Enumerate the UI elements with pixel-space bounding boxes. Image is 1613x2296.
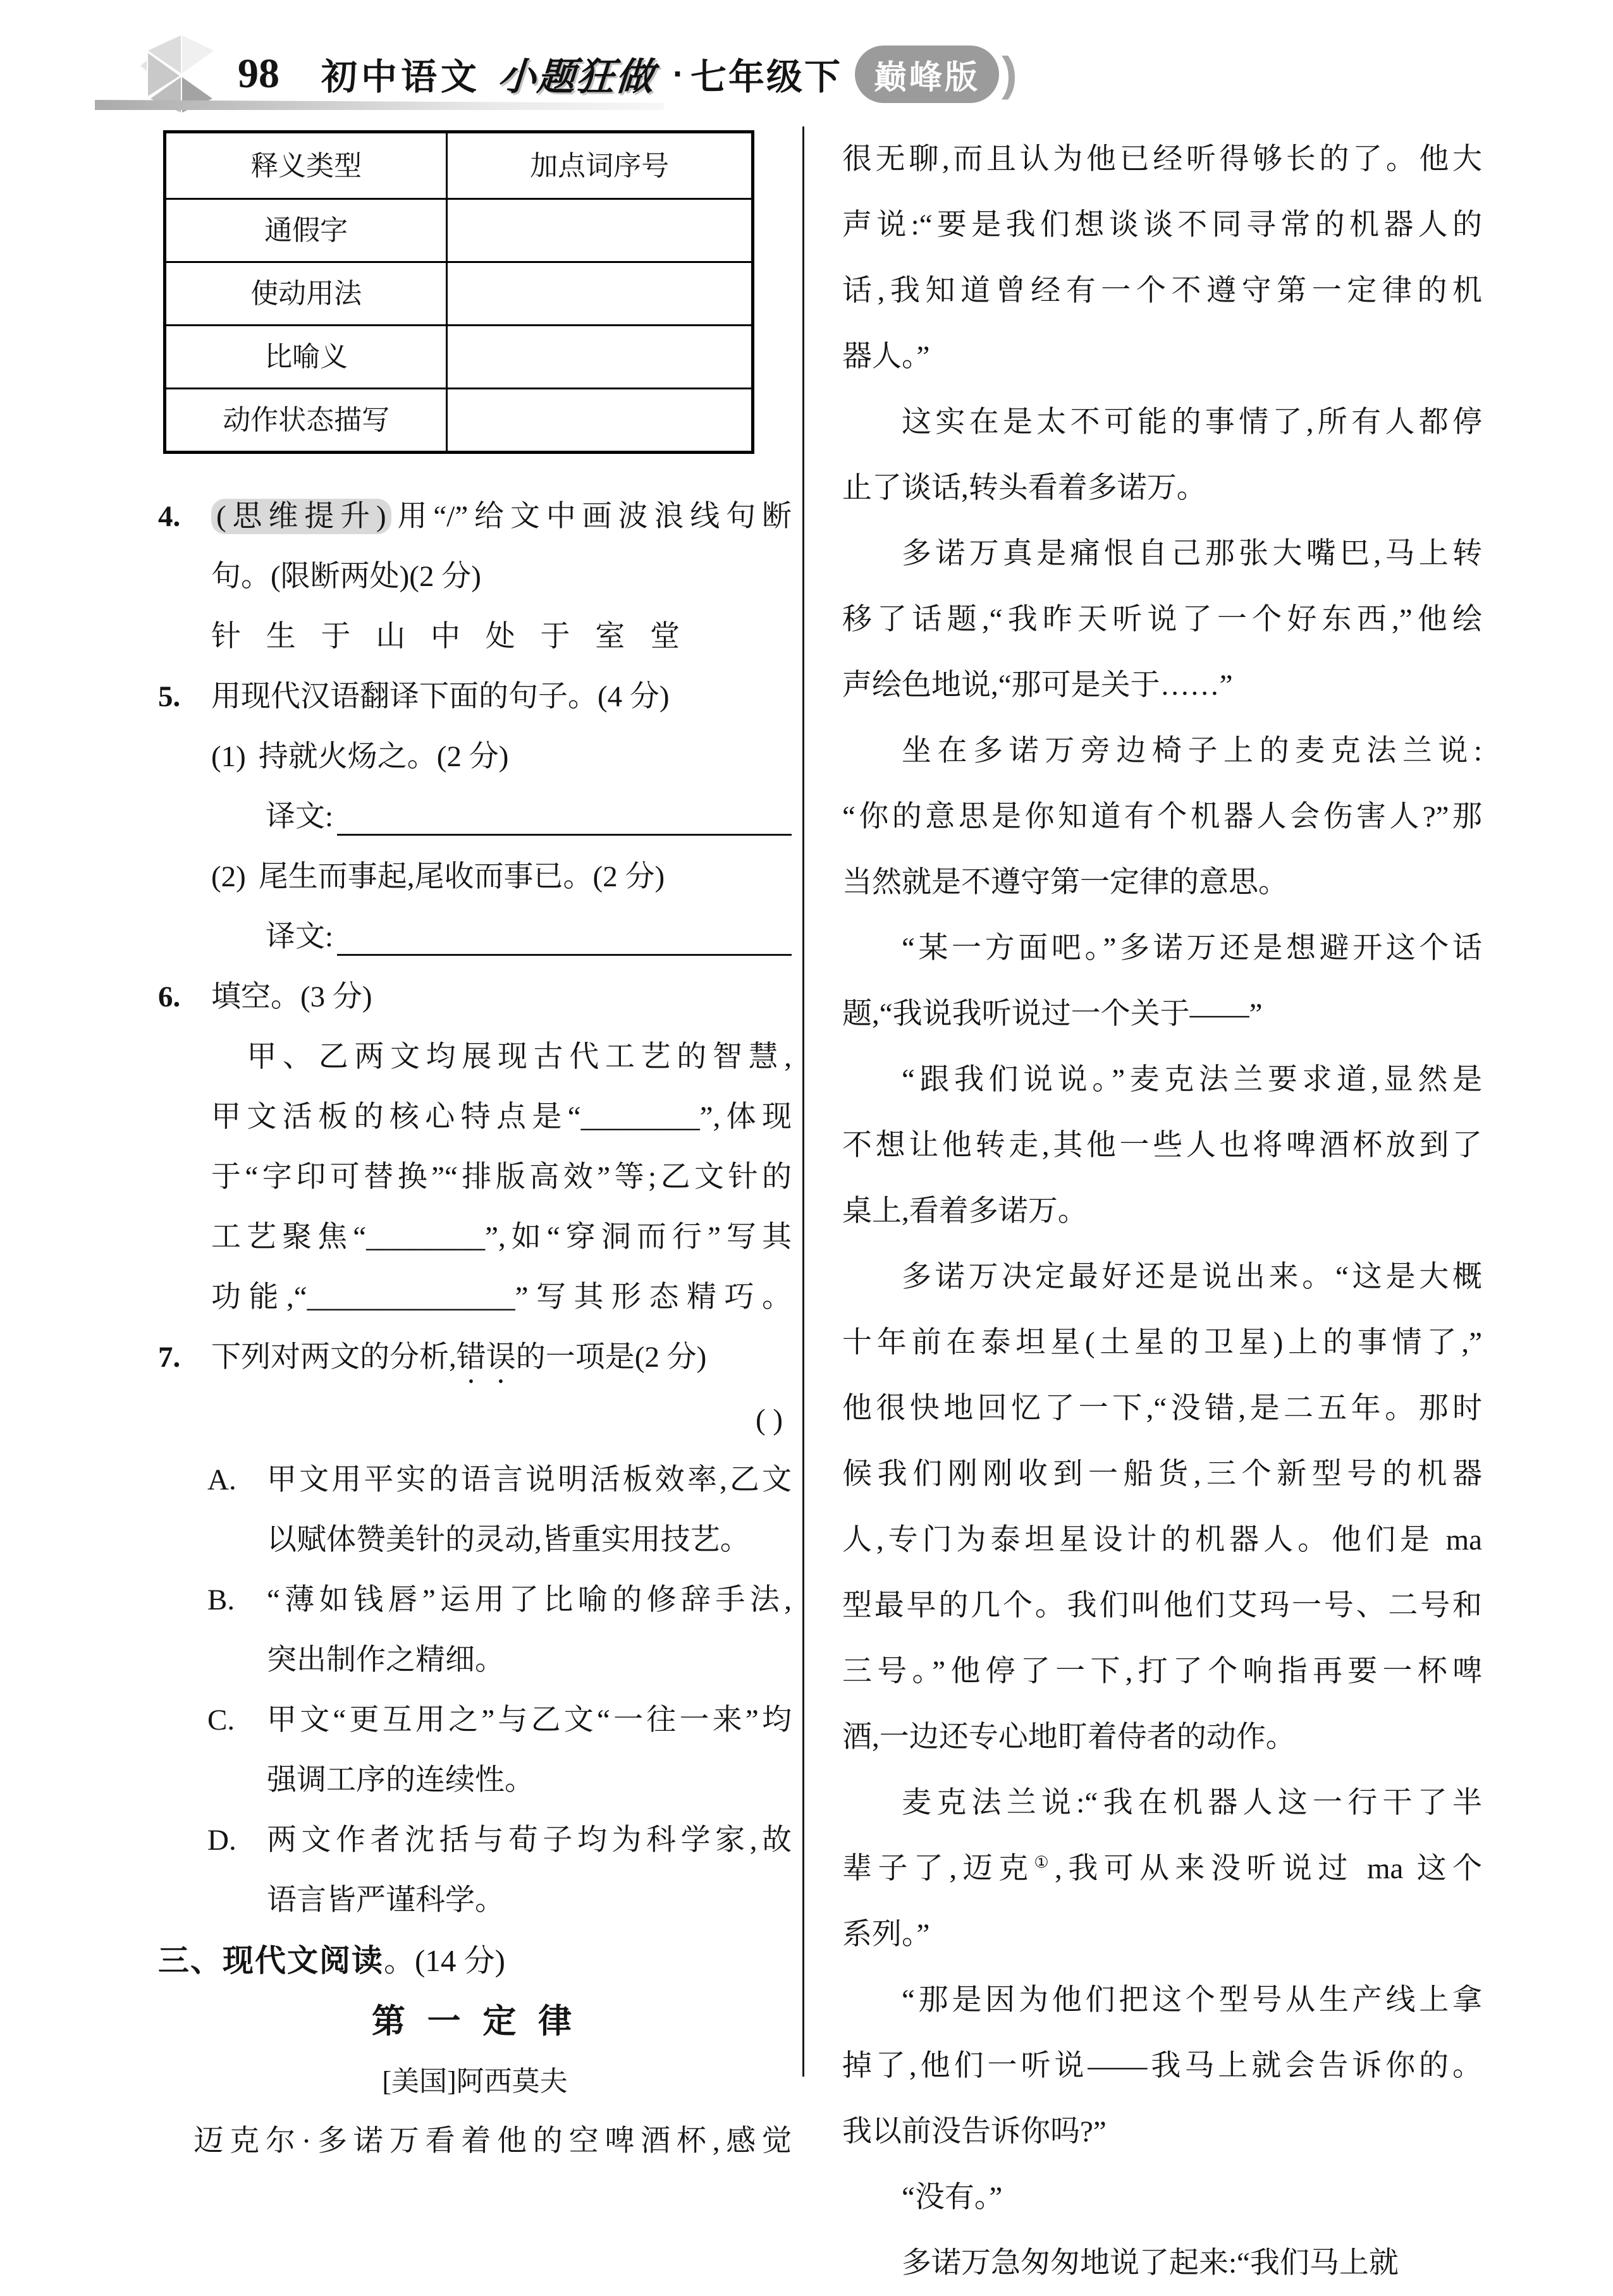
option-label: D. (207, 1824, 236, 1857)
q6-paragraph-line: 甲、乙两文均展现古代工艺的智慧, (247, 1041, 792, 1073)
sub-2-text: 尾生而事起,尾收而事已。(2 分) (258, 860, 665, 893)
table-row (165, 389, 753, 453)
table-answer-cell[interactable] (447, 262, 753, 326)
q6-paragraph-line: 工艺聚焦“________”,如“穿洞而行”写其 (211, 1221, 792, 1254)
passage-line: 候我们刚刚收到一船货,三个新型号的机器 (842, 1458, 1482, 1491)
passage-line: 多诺万决定最好还是说出来。“这是大概 (902, 1261, 1482, 1293)
q6-paragraph-line: 于“字印可替换”“排版高效”等;乙文针的 (211, 1161, 792, 1194)
emphasized-word: 错误 (456, 1341, 516, 1374)
question-4-number: 4. (158, 500, 181, 533)
question-4 (158, 487, 792, 667)
passage-line: “没有。” (902, 2181, 1003, 2214)
option-line: 甲文用平实的语言说明活板效率,乙文 (267, 1463, 792, 1496)
page-number: 98 (238, 51, 279, 97)
question-4-stem: 用“/”给文中画波浪线句断 (391, 500, 792, 533)
passage-line: 我以前没告诉你吗?” (842, 2115, 1107, 2148)
answer-blank-line[interactable] (337, 787, 792, 836)
header-dot-separator: · (673, 55, 684, 93)
translation-label: 译文: (266, 920, 334, 953)
question-7-number: 7. (158, 1341, 181, 1374)
right-column-passage (842, 126, 1482, 2296)
question-5-number: 5. (158, 680, 181, 713)
translation-line-1 (266, 787, 792, 847)
q6-paragraph-line: 甲文活板的核心特点是“________”,体现 (211, 1101, 792, 1133)
question-4-line-2: 句。(限断两处)(2 分) (211, 560, 481, 593)
option-row[interactable] (207, 1811, 792, 1931)
table-row (165, 326, 753, 389)
passage-line: 掉了,他们一听说——我马上就会告诉你的。 (842, 2049, 1482, 2082)
option-label: A. (207, 1463, 236, 1496)
option-text (267, 1690, 792, 1811)
passage-line: 辈子了,迈克①,我可从来没听说过 ma 这个 (842, 1852, 1483, 1885)
option-line: 甲文“更互用之”与乙文“一往一来”均 (267, 1704, 792, 1737)
sub-1-label: (1) (211, 740, 246, 773)
translation-line-2 (266, 907, 792, 967)
option-text (267, 1570, 792, 1690)
option-row[interactable] (207, 1570, 792, 1690)
passage-line: 他很快地回忆了一下,“没错,是二五年。那时 (842, 1392, 1482, 1425)
table-answer-cell[interactable] (447, 326, 753, 389)
option-line: 强调工序的连续性。 (267, 1764, 534, 1797)
passage-line: “跟我们说说。”麦克法兰要求道,显然是 (902, 1063, 1482, 1096)
question-6 (158, 967, 792, 1027)
definition-type-table (163, 130, 754, 454)
passage-line: 不想让他转走,其他一些人也将啤酒杯放到了 (842, 1129, 1482, 1162)
passage-line: 声绘色地说,“那可是关于……” (842, 669, 1233, 702)
answer-blank-line[interactable] (337, 907, 792, 956)
passage-line: 当然就是不遵守第一定律的意思。 (842, 866, 1288, 899)
table-row (165, 262, 753, 326)
table-label-cell: 通假字 (165, 199, 447, 262)
passage-line: 这实在是太不可能的事情了,所有人都停 (902, 406, 1482, 439)
section-3-heading: 三、现代文阅读。(14 分) (158, 1943, 505, 1978)
header-edition-badge: 巅峰版 (855, 46, 999, 103)
left-column (158, 126, 792, 2171)
passage-line: 多诺万真是痛恨自己那张大嘴巴,马上转 (902, 537, 1482, 570)
passage-line: 很无聊,而且认为他已经听得够长的了。他大 (842, 143, 1482, 176)
question-6-stem: 填空。(3 分) (211, 980, 372, 1013)
question-6-number: 6. (158, 980, 181, 1013)
question-5-stem: 用现代汉语翻译下面的句子。(4 分) (211, 680, 670, 713)
table-header-row (165, 132, 753, 199)
option-label: C. (207, 1704, 235, 1737)
option-line: 语言皆严谨科学。 (267, 1884, 505, 1917)
question-5-sub-1 (211, 727, 792, 787)
passage-line: “那是因为他们把这个型号从生产线上拿 (902, 1984, 1482, 2017)
table-body (165, 199, 753, 453)
option-line: “薄如钱唇”运用了比喻的修辞手法, (267, 1584, 792, 1616)
question-4-line-1 (211, 487, 792, 547)
option-row[interactable] (207, 1450, 792, 1570)
option-label: B. (207, 1584, 235, 1616)
answer-parentheses[interactable]: ( ) (755, 1403, 783, 1436)
passage-line: 坐在多诺万旁边椅子上的麦克法兰说: (902, 735, 1482, 767)
passage-line: 人,专门为泰坦星设计的机器人。他们是 ma (842, 1524, 1482, 1556)
option-text (267, 1811, 792, 1931)
passage-line: 麦克法兰说:“我在机器人这一行干了半 (902, 1786, 1482, 1819)
table-header-cell: 加点词序号 (447, 132, 753, 199)
passage-line: “某一方面吧。”多诺万还是想避开这个话 (902, 932, 1482, 965)
passage-line: 器人。” (842, 340, 930, 373)
question-6-fill-paragraph[interactable] (211, 1027, 792, 1328)
option-text (267, 1450, 792, 1570)
table-label-cell: 使动用法 (165, 262, 447, 326)
option-row[interactable] (207, 1690, 792, 1811)
sub-2-label: (2) (211, 860, 246, 893)
passage-line: 型最早的几个。我们叫他们艾玛一号、二号和 (842, 1589, 1482, 1622)
passage-line: 声说:“要是我们想谈谈不同寻常的机器人的 (842, 209, 1482, 241)
passage-line: 酒,一边还专心地盯着侍者的动作。 (842, 1721, 1296, 1754)
header-brand-logo: 小题狂做 (496, 56, 657, 98)
question-4-tag-highlight: (思维提升) (211, 499, 391, 534)
option-line: 突出制作之精细。 (267, 1644, 505, 1676)
passage-line: 止了谈话,转头看着多诺万。 (842, 472, 1206, 504)
passage-line: 系列。” (842, 1918, 930, 1951)
option-line: 以赋体赞美针的灵动,皆重实用技艺。 (267, 1524, 750, 1556)
passage-line: 移了话题,“我昨天听说了一个好东西,”他绘 (842, 603, 1482, 636)
header-badge-paren: ) (1002, 47, 1017, 100)
table-header-cell: 释义类型 (165, 132, 447, 199)
passage-line: 话,我知道曾经有一个不遵守第一定律的机 (842, 274, 1482, 307)
question-7-options (158, 1450, 792, 1931)
question-5 (158, 667, 792, 727)
option-line: 两文作者沈括与荀子均为科学家,故 (267, 1824, 792, 1857)
passage-line: 桌上,看着多诺万。 (842, 1195, 1088, 1228)
passage-line: 题,“我说我听说过一个关于——” (842, 998, 1263, 1030)
table-answer-cell[interactable] (447, 199, 753, 262)
header-edition: 七年级下 (690, 57, 842, 97)
sub-1-text: 持就火炀之。(2 分) (258, 740, 509, 773)
passage-line: 多诺万急匆匆地说了起来:“我们马上就 (902, 2247, 1399, 2280)
question-5-sub-2 (211, 847, 792, 907)
table-row (165, 199, 753, 262)
sentence-to-punctuate[interactable]: 针 生 于 山 中 处 于 室 堂 (211, 620, 689, 653)
passage-line: “你的意思是你知道有个机器人会伤害人?”那 (842, 800, 1482, 833)
header-subject: 初中语文 (321, 57, 481, 97)
translation-label: 译文: (266, 800, 334, 833)
passage-title: 第 一 定 律 (371, 2003, 579, 2040)
column-divider-line (802, 126, 804, 2077)
passage-line: 三号。”他停了一下,打了个响指再要一杯啤 (842, 1655, 1482, 1688)
passage-author: [美国]阿西莫夫 (382, 2066, 568, 2097)
question-7-stem: 下列对两文的分析,错误的一项是(2 分) (211, 1341, 707, 1374)
table-label-cell: 比喻义 (165, 326, 447, 389)
passage-first-line: 迈克尔·多诺万看着他的空啤酒杯,感觉 (193, 2125, 792, 2158)
passage-line: 十年前在泰坦星(土星的卫星)上的事情了,” (842, 1326, 1482, 1359)
question-7 (158, 1328, 792, 1390)
table-label-cell: 动作状态描写 (165, 389, 447, 453)
q6-paragraph-line: 功能,“______________”写其形态精巧。 (211, 1281, 792, 1314)
table-answer-cell[interactable] (447, 389, 753, 453)
